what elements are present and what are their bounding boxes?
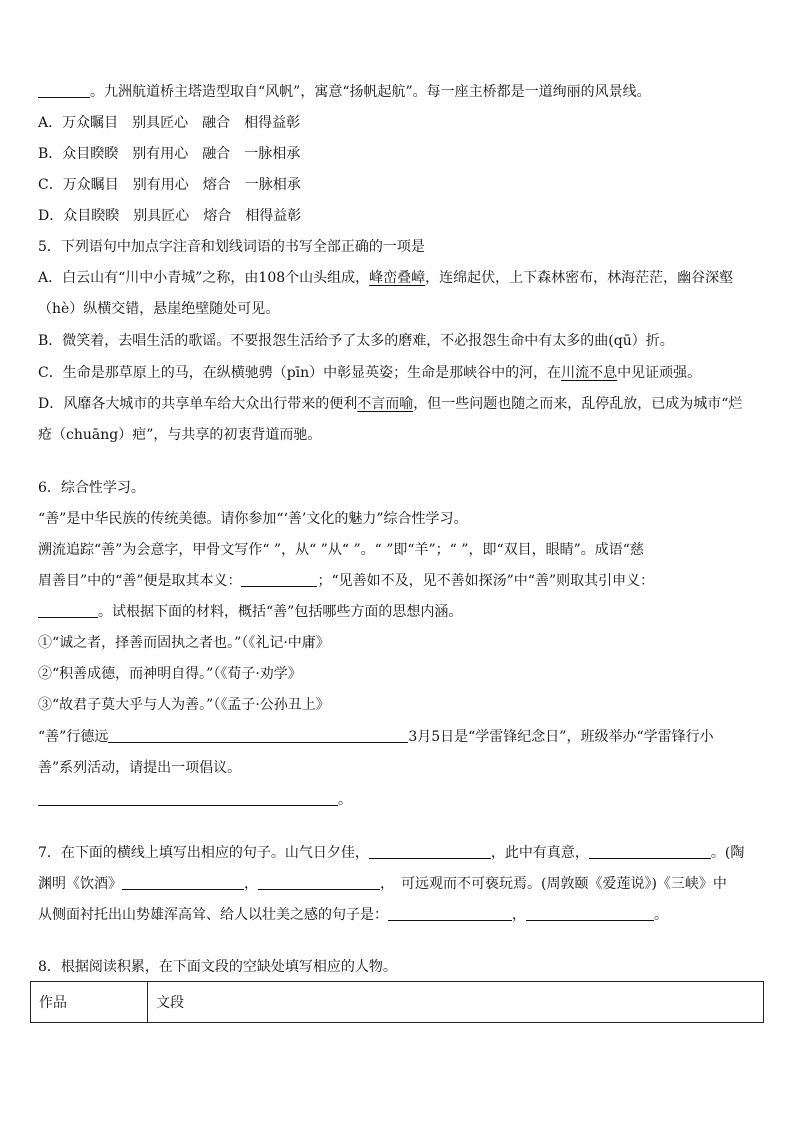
q6-paragraph-line2 (38, 571, 654, 591)
answer-blank (258, 875, 380, 890)
q5-option-b: B．微笑着，去唱生活的歌谣。不要报怨生活给予了太多的磨难，不必报怨生命中有太多的曲(qū）折。 (38, 333, 674, 349)
q6-p2-text: 眉善目”中的“善”便是取其本义： (38, 573, 242, 589)
answer-blank (38, 83, 90, 98)
q7-line1 (38, 843, 744, 863)
q6-p2-text-cont: ；“见善如不及，见不善如探汤”中“善”则取其引申义： (317, 573, 655, 589)
q5-option-d-line2: 疮（chuāng）疤”，与共享的初衷背道而驰。 (38, 427, 322, 443)
q7-text: 渊明《饮酒》 (38, 876, 122, 892)
q8-table (30, 981, 764, 1023)
q7-text: 。 (654, 907, 668, 923)
table-header-cell: 作品 (31, 982, 148, 1023)
q6-material-1: ①“诚之者，择善而固执之者也。”（《礼记·中庸》 (38, 635, 330, 651)
q5-option-d-line1 (38, 394, 742, 414)
q5-c-text-cont: 中见证顽强。 (617, 365, 702, 381)
answer-blank (526, 906, 654, 921)
q6-material-2: ②“积善成德，而神明自得。”（《荀子·劝学》 (38, 666, 302, 682)
q7-text: ，此中有真意， (490, 845, 589, 861)
answer-blank (108, 728, 408, 743)
q7-text: 7．在下面的横线上填写出相应的句子。山气日夕佳， (38, 845, 369, 861)
q7-text: 从侧面衬托出山势雄浑高耸、给人以壮美之感的句子是： (38, 907, 388, 923)
q5-a-text-cont: ，连绵起伏，上下森林密布，林海茫茫，幽谷深壑 (425, 270, 734, 286)
q5-stem: 5．下列语句中加点字注音和划线词语的书写全部正确的一项是 (38, 239, 425, 255)
q7-text: 。(陶 (710, 845, 745, 861)
table-header-cell: 文段 (148, 982, 764, 1023)
answer-blank (241, 572, 317, 587)
q7-line2 (38, 874, 727, 894)
underlined-phrase: 川流不息 (561, 365, 618, 381)
answer-blank (369, 844, 491, 859)
q6-paragraph-line6 (38, 790, 352, 810)
answer-blank (122, 875, 244, 890)
q4-option-a: A．万众瞩目 别具匠心 融合 相得益彰 (38, 115, 301, 131)
q6-material-3: ③“故君子莫大乎与人为善。”（《孟子·公孙丑上》 (38, 697, 330, 713)
q6-p3-text: 。试根据下面的材料，概括“善”包括哪些方面的思想内涵。 (98, 604, 463, 620)
q4-text: 。九洲航道桥主塔造型取自“风帆”，寓意“扬帆起航”。每一座主桥都是一道绚丽的风景线。 (90, 84, 651, 100)
q4-option-d: D．众目睽睽 别具匠心 熔合 相得益彰 (38, 208, 302, 224)
table-header-row (31, 982, 764, 1023)
q6-intro: “善”是中华民族的传统美德。请你参加“‘善’文化的魅力”综合性学习。 (38, 511, 468, 527)
q6-p6-text: 。 (338, 792, 352, 808)
q5-c-text: C．生命是那草原上的马，在纵横驰骋（pīn）中彰显英姿；生命是那峡谷中的河，在 (38, 365, 562, 381)
q6-paragraph-line5: 善”系列活动，请提出一项倡议。 (38, 760, 242, 776)
answer-blank (589, 844, 711, 859)
q5-d-text: D．风靡各大城市的共享单车给大众出行带来的便利 (38, 396, 358, 412)
q7-text: ， 可远观而不可亵玩焉。(周敦颐《爱莲说》)《三峡》中 (380, 876, 727, 892)
q7-text: ， (244, 876, 258, 892)
q5-option-c (38, 363, 701, 383)
q7-text: ， (512, 907, 526, 923)
q7-line3 (38, 905, 668, 925)
underlined-phrase: 不言而喻 (357, 396, 414, 412)
answer-blank (38, 791, 338, 806)
q4-option-b: B．众目睽睽 别有用心 融合 一脉相承 (38, 146, 301, 162)
q5-d-text-cont: ，但一些问题也随之而来，乱停乱放，已成为城市“烂 (413, 396, 743, 412)
q4-continuation-line (38, 82, 651, 102)
underlined-phrase: 峰峦叠嶂 (369, 270, 426, 286)
q6-p4-text-cont: 3月5日是“学雷锋纪念日”，班级举办“学雷锋行小 (408, 729, 714, 745)
q5-a-text: A．白云山有“川中小青城”之称，由108个山头组成， (38, 270, 370, 286)
answer-blank (388, 906, 512, 921)
q5-option-a-line2: （hè）纵横交错，悬崖绝壁随处可见。 (38, 301, 280, 317)
answer-blank (38, 603, 98, 618)
q6-paragraph-line4 (38, 727, 714, 747)
q4-option-c: C．万众瞩目 别有用心 熔合 一脉相承 (38, 177, 301, 193)
q6-paragraph-line3 (38, 602, 462, 622)
q6-p4-text: “善”行德远 (38, 729, 109, 745)
q8-stem: 8．根据阅读积累，在下面文段的空缺处填写相应的人物。 (38, 959, 397, 975)
q5-option-a-line1 (38, 268, 733, 288)
q6-paragraph-line1: 溯流追踪“善”为会意字，甲骨文写作“ ”，从“ ”从“ ”。“ ”即“羊”；“ ”，即“双目，眼睛”。成语“慈 (38, 542, 644, 558)
q6-title: 6．综合性学习。 (38, 480, 145, 496)
